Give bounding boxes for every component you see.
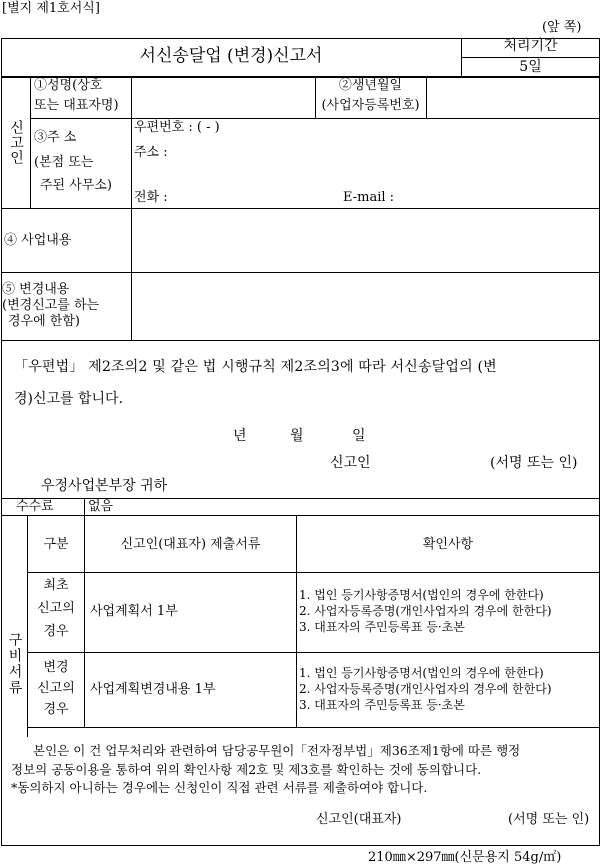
birth-label-line2: (사업자등록번호) — [321, 98, 420, 113]
change-content-field[interactable] — [132, 273, 599, 339]
change-label-line3: 경우에 한함) — [8, 314, 80, 329]
col-submitted: 신고인(대표자) 제출서류 — [120, 537, 261, 552]
declaration-line1: 「우편법」 제2조의2 및 같은 법 시행규칙 제2조의3에 따라 서신송달업의 (변 — [14, 359, 497, 375]
declaration-line2: 경)신고를 합니다. — [14, 391, 124, 407]
name-label-line1: ①성명(상호 — [34, 78, 103, 93]
consent-line3: *동의하지 아니하는 경우에는 신청인이 직접 관련 서류를 제출하여야 합니다. — [11, 780, 428, 795]
birth-field[interactable] — [427, 77, 599, 118]
processing-period-value: 5일 — [519, 59, 542, 75]
processing-period-label: 처리기간 — [503, 38, 558, 54]
fee-value: 없음 — [88, 499, 114, 514]
address-label-line1: ③주 소 — [34, 130, 77, 145]
row1-submitted: 사업계획서 1부 — [90, 604, 178, 619]
row1-confirm-2: 2. 사업자등록증명(개인사업자의 경우에 한한다) — [299, 604, 552, 618]
address-label-line3: 주된 사무소) — [40, 178, 112, 193]
recipient: 우정사업본부장 귀하 — [41, 478, 168, 494]
address-label-line2: (본점 또는 — [34, 155, 94, 170]
declarant-label: 신고인 — [330, 455, 371, 471]
page-title: 서신송달업 (변경)신고서 — [139, 46, 323, 66]
row1-confirm-3: 3. 대표자의 주민등록표 등·초본 — [299, 620, 465, 634]
page-side: (앞 쪽) — [542, 20, 582, 35]
documents-section-label — [1, 632, 27, 701]
consent-signer-label: 신고인(대표자) — [316, 812, 402, 827]
postal-code-label: 우편번호 : ( - ) — [134, 120, 220, 135]
row2-category-3: 경우 — [43, 702, 69, 717]
row2-category-2: 신고의 — [37, 681, 75, 696]
row1-confirm-1: 1. 법인 등기사항증명서(법인의 경우에 한한다) — [299, 588, 544, 602]
name-field[interactable] — [132, 77, 315, 118]
applicant-section-text: 신고인 — [8, 120, 24, 165]
consent-signature-label: (서명 또는 인) — [508, 812, 590, 827]
consent-line1: 본인은 이 건 업무처리와 관련하여 담당공무원이「전자정부법」제36조제1항에 따른 행정 — [33, 743, 521, 758]
col-category: 구분 — [43, 537, 69, 552]
change-label-line1: ⑤ 변경내용 — [2, 282, 70, 297]
row2-confirm-1: 1. 법인 등기사항증명서(법인의 경우에 한한다) — [299, 666, 544, 680]
col-confirm: 확인사항 — [422, 537, 474, 552]
row1-category-3: 경우 — [43, 624, 69, 639]
name-label-line2: 또는 대표자명) — [34, 98, 119, 113]
change-label-line2: (변경신고를 하는 — [2, 298, 100, 313]
row2-submitted: 사업계획변경내용 1부 — [90, 682, 216, 697]
paper-spec: 210㎜×297㎜(신문용지 54g/㎡) — [368, 850, 562, 865]
row2-confirm-3: 3. 대표자의 주민등록표 등·초본 — [299, 698, 465, 712]
row1-category-2: 신고의 — [37, 601, 75, 616]
birth-label-line1: ②생년월일 — [338, 78, 403, 93]
applicant-section-label — [1, 120, 30, 170]
email-label: E-mail : — [343, 190, 395, 205]
date-day: 일 — [352, 428, 366, 444]
fee-label: 수수료 — [16, 499, 54, 514]
consent-line2: 정보의 공동이용을 통하여 위의 확인사항 제2호 및 제3호를 확인하는 것에 동의합니다. — [11, 762, 482, 777]
documents-section-text: 구비서류 — [6, 632, 23, 696]
row2-confirm-2: 2. 사업자등록증명(개인사업자의 경우에 한한다) — [299, 682, 552, 696]
date-month: 월 — [290, 428, 304, 444]
declarant-signature-label: (서명 또는 인) — [490, 455, 578, 471]
address-field-label: 주소 : — [134, 145, 168, 160]
row1-category-1: 최초 — [43, 578, 69, 593]
phone-label: 전화 : — [134, 190, 168, 205]
row2-category-1: 변경 — [43, 660, 69, 675]
business-content-field[interactable] — [132, 209, 599, 272]
business-content-label: ④ 사업내용 — [4, 233, 72, 248]
date-year: 년 — [233, 428, 247, 444]
form-number: [별지 제1호서식] — [2, 1, 100, 16]
